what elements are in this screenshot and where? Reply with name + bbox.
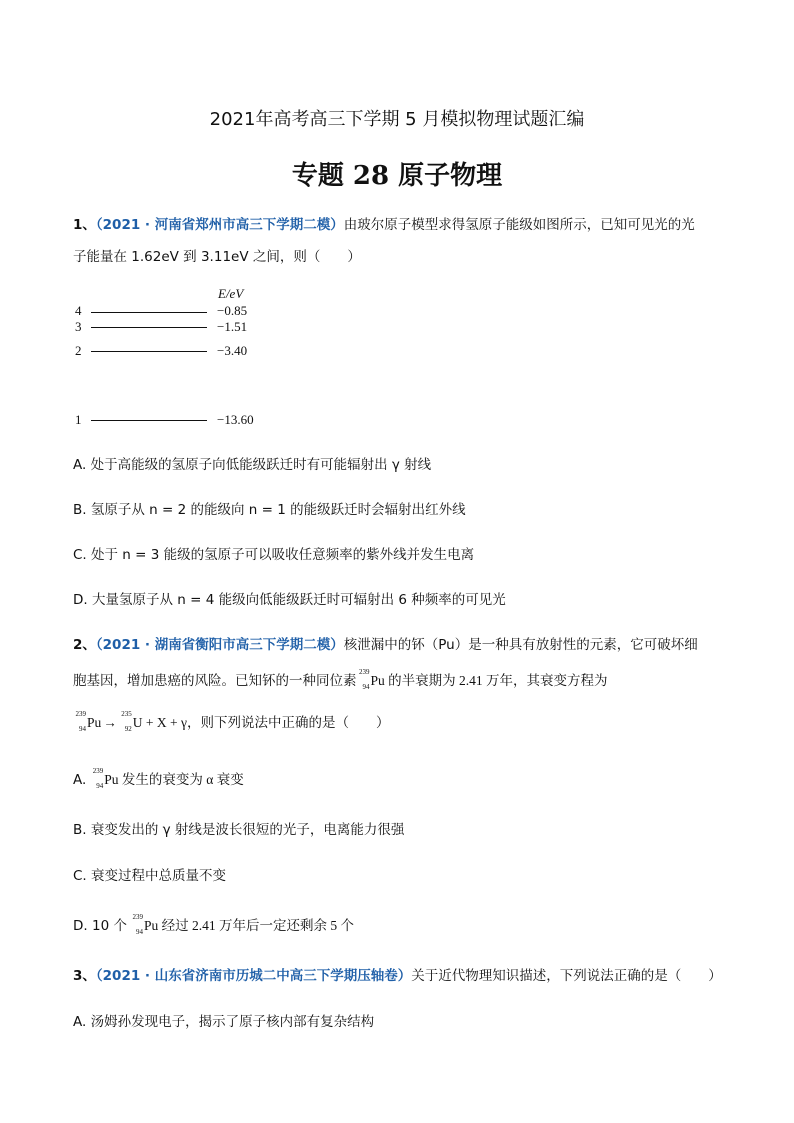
level-4-number: 4	[75, 303, 82, 318]
level-3-energy: −1.51	[217, 319, 248, 334]
equation-products: U + X + γ	[132, 715, 187, 730]
question-2-line-2	[73, 669, 608, 689]
level-4-line	[91, 312, 207, 313]
question-2-line-1	[73, 633, 698, 653]
level-1-line	[91, 420, 207, 421]
document-header-title: 2021年高考高三下学期 5 月模拟物理试题汇编	[209, 109, 585, 130]
level-1-energy: −13.60	[217, 412, 254, 427]
option-d-label: D. 10 个	[73, 918, 127, 934]
question-2-option-b: B. 衰变发出的 γ 射线是波长很短的光子，电离能力很强	[73, 822, 405, 838]
nuclide-pu-notation: 239 94	[75, 710, 86, 733]
question-2-option-c: C. 衰变过程中总质量不变	[73, 868, 227, 884]
question-2-source: （2021 · 湖南省衡阳市高三下学期二模）	[95, 637, 344, 653]
question-1-option-d: D. 大量氢原子从 n = 4 能级向低能级跃迁时可辐射出 6 种频率的可见光	[73, 592, 506, 608]
option-a-label: A.	[73, 772, 87, 788]
question-3-text: 关于近代物理知识描述，下列说法正确的是（ ）	[411, 968, 722, 984]
question-3-line-1	[73, 964, 722, 984]
question-1-text-line-1: 由玻尔原子模型求得氢原子能级如图所示，已知可见光的光	[343, 217, 695, 233]
energy-axis-label: E/eV	[218, 286, 244, 301]
question-1-option-a: A. 处于高能级的氢原子向低能级跃迁时有可能辐射出 γ 射线	[73, 457, 432, 473]
question-2-text-line-2a: 胞基因，增加患癌的风险。已知钚的一种同位素	[73, 673, 357, 689]
nuclide-pu-notation: 239 94	[359, 668, 370, 691]
topic-title: 专题 28 原子物理	[291, 161, 503, 191]
level-1-number: 1	[75, 412, 82, 427]
question-3-source: （2021 · 山东省济南市历城二中高三下学期压轴卷）	[95, 968, 412, 984]
option-a-text: Pu 发生的衰变为 α 衰变	[104, 772, 244, 787]
question-2-option-a	[73, 768, 244, 788]
level-2-line	[91, 351, 207, 352]
question-2-text-line-1: 核泄漏中的钚（Pu）是一种具有放射性的元素，它可破坏细	[343, 637, 698, 653]
question-2-option-d	[73, 914, 354, 934]
question-1-option-b: B. 氢原子从 n = 2 的能级向 n = 1 的能级跃迁时会辐射出红外线	[73, 502, 466, 518]
level-4-energy: −0.85	[217, 303, 248, 318]
level-3-line	[91, 327, 207, 328]
question-2-number: 2、	[73, 637, 96, 653]
equation-tail-text: ，则下列说法中正确的是（ ）	[186, 715, 390, 731]
question-1-number: 1、	[73, 217, 96, 233]
question-1-option-c: C. 处于 n = 3 能级的氢原子可以吸收任意频率的紫外线并发生电离	[73, 547, 475, 563]
nuclide-pu-notation: 239 94	[92, 767, 104, 790]
nuclide-u-notation: 235 92	[121, 710, 132, 733]
nuclide-pu-notation: 239 94	[132, 913, 143, 936]
level-2-energy: −3.40	[217, 343, 248, 358]
question-1-line-1	[73, 213, 695, 233]
question-3-option-a: A. 汤姆孙发现电子，揭示了原子核内部有复杂结构	[73, 1014, 375, 1030]
question-2-decay-equation	[73, 711, 389, 731]
equation-pu: Pu	[87, 715, 102, 730]
level-3-number: 3	[75, 319, 82, 334]
question-3-number: 3、	[73, 968, 96, 984]
option-d-text: Pu 经过 2.41 万年后一定还剩余 5 个	[143, 918, 354, 933]
equation-arrow: →	[103, 715, 117, 730]
question-1-source: （2021 · 河南省郑州市高三下学期二模）	[95, 217, 344, 233]
question-2-text-line-2b: Pu 的半衰期为 2.41 万年，其衰变方程为	[370, 673, 608, 688]
level-2-number: 2	[75, 343, 82, 358]
question-1-text-line-2: 子能量在 1.62eV 到 3.11eV 之间，则（ ）	[73, 249, 361, 265]
